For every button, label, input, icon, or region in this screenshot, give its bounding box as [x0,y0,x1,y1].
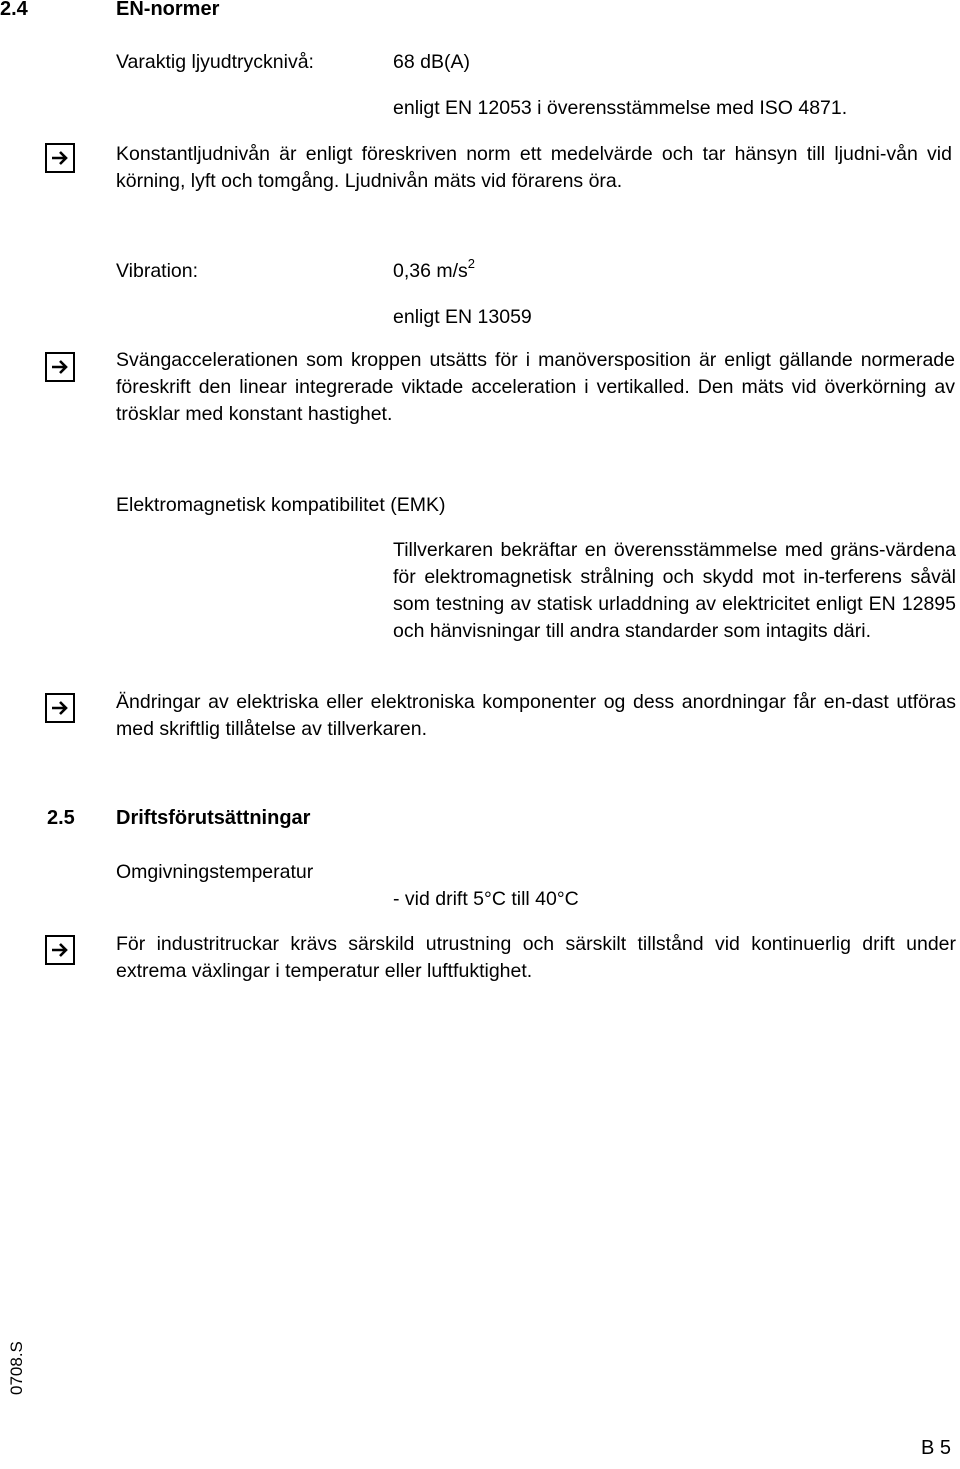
vibration-note: Svängaccelerationen som kroppen utsätts för i manöversposition är enligt gällande normerade föreskrift den linear integrerade viktade acceleration i vertikalled. Den mäts vid överkörning av trösklar med konstant hastighet. [116,349,955,425]
arrow-icon [45,143,75,173]
temperature-note: För industritruckar krävs särskild utrustning och särskilt tillstånd vid kontinuerlig drift under extrema växlingar i temperatur eller luftfuktighet. [116,933,956,982]
vibration-value-text: 0,36 m/s [393,260,468,282]
noise-standard: enligt EN 12053 i överensstämmelse med ISO 4871. [393,97,848,119]
vibration-label: Vibration: [116,260,199,282]
arrow-icon [45,935,75,965]
vibration-value [393,258,475,286]
arrow-icon [45,352,75,382]
noise-label: Varaktig ljyudtrycknivå: [116,51,314,73]
arrow-icon [45,693,75,723]
temperature-label: Omgivningstemperatur [116,861,314,883]
section-2-4-number: 2.4 [0,0,28,20]
emc-note: Ändringar av elektriska eller elektroniska komponenter og dess anordningar får en-dast utföras med skriftlig tillåtelse av tillverkaren. [116,691,956,740]
noise-value: 68 dB(A) [393,51,470,73]
section-2-4-title: EN-normer [116,0,220,20]
noise-note: Konstantljudnivån är enligt föreskriven norm ett medelvärde och tar hänsyn till ljudni-vån vid körning, lyft och tomgång. Ljudnivån mäts vid förarens öra. [116,143,952,192]
section-2-5-number: 2.5 [47,807,75,829]
vibration-value-exponent: 2 [467,256,476,271]
vibration-standard: enligt EN 13059 [393,306,532,328]
temperature-value: - vid drift 5°C till 40°C [393,888,579,910]
page-number: B 5 [921,1437,952,1459]
section-2-5-title: Driftsförutsättningar [116,807,311,829]
emc-text: Tillverkaren bekräftar en överensstämmelse med gräns-värdena för elektromagnetisk strålning och skydd mot in-terferens såväl som testning av statisk urladdning av elektricitet enligt EN 12895 och hänvisningar till andra standarder som intagits däri. [393,539,956,642]
document-code: 0708.S [7,1341,26,1395]
emc-heading: Elektromagnetisk kompatibilitet (EMK) [116,494,446,516]
